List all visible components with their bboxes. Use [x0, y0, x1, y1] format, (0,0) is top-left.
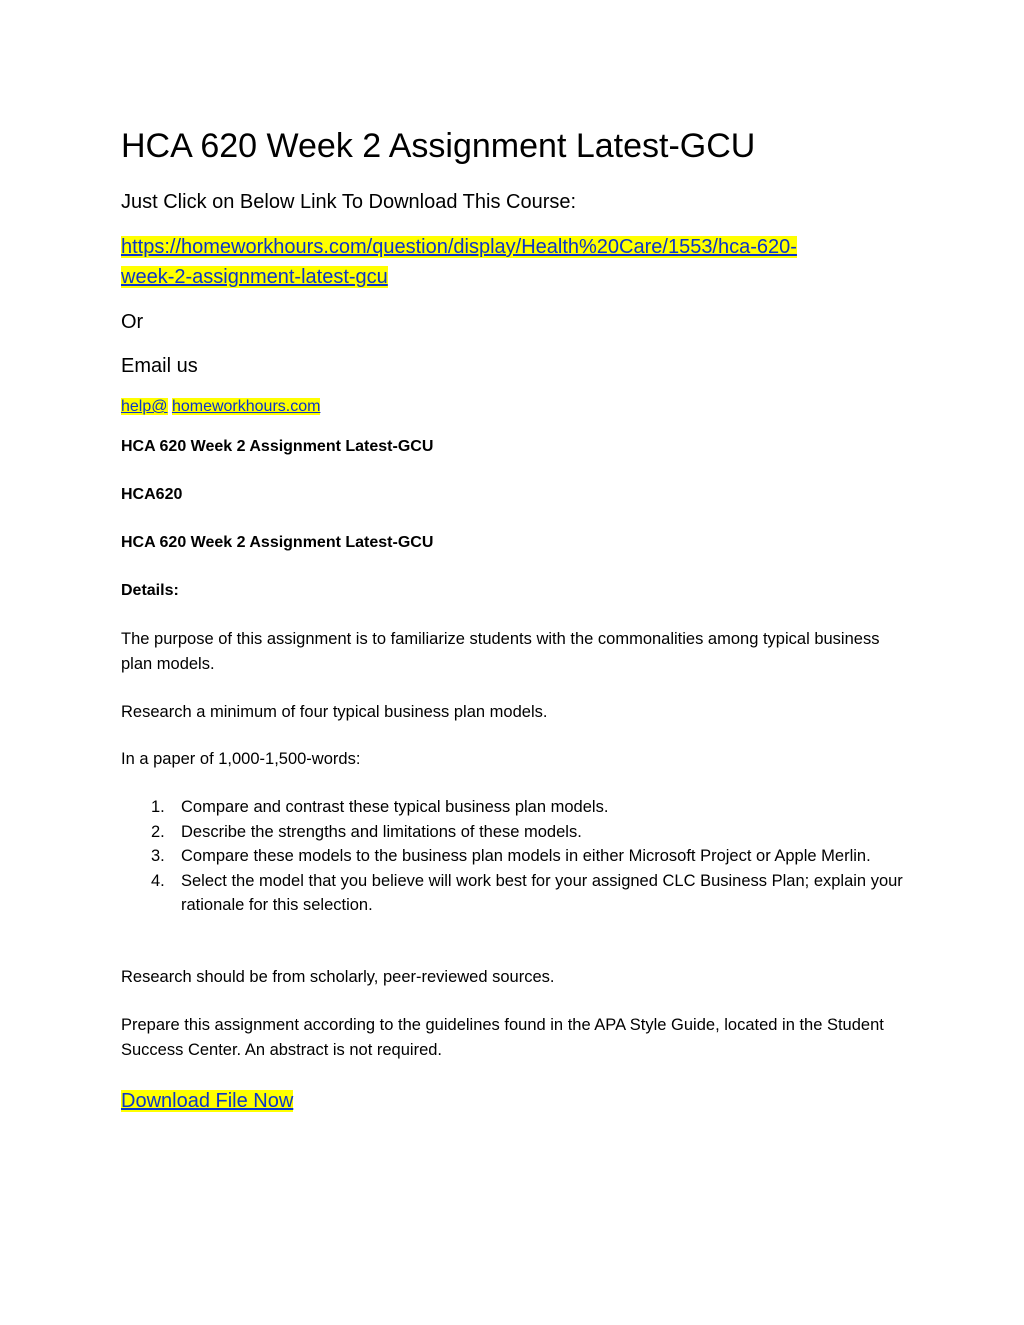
list-item	[121, 844, 911, 869]
course-link-continued[interactable]: week-2-assignment-latest-gcu	[121, 266, 388, 288]
course-code: HCA620	[121, 486, 183, 503]
email-link-part-2[interactable]: homeworkhours.com	[171, 398, 321, 415]
or-text: Or	[121, 311, 144, 333]
heading-assignment: HCA 620 Week 2 Assignment Latest-GCU	[121, 438, 434, 455]
list-item-number: 2.	[151, 822, 165, 841]
list-item-number: 1.	[151, 798, 165, 816]
list-item	[121, 820, 911, 845]
apa-note: Prepare this assignment according to the guidelines found in the APA Style Guide, located in the Student Success Center. An abstract is not required.	[121, 1016, 884, 1059]
intro-text: Just Click on Below Link To Download This Course:	[121, 191, 577, 213]
email-label: Email us	[121, 355, 198, 377]
download-link-row[interactable]	[121, 1087, 293, 1115]
page-title: HCA 620 Week 2 Assignment Latest-GCU	[121, 127, 756, 165]
list-item	[121, 869, 911, 918]
details-label: Details:	[121, 582, 179, 599]
download-file-link[interactable]: Download File Now	[121, 1090, 294, 1112]
sources-note: Research should be from scholarly, peer-reviewed sources.	[121, 968, 555, 986]
research-minimum-paragraph: Research a minimum of four typical business plan models.	[121, 703, 548, 721]
task-list	[121, 795, 911, 918]
email-link-part-1[interactable]: help@	[121, 398, 168, 415]
list-item-number: 4.	[151, 871, 165, 890]
list-item-text: Select the model that you believe will work best for your assigned CLC Business Plan; explain your rationale for this selection.	[181, 871, 903, 914]
list-item-text: Describe the strengths and limitations of these models.	[181, 822, 582, 841]
course-link[interactable]: https://homeworkhours.com/question/display/Health%20Care/1553/hca-620-	[121, 236, 797, 258]
paper-intro-paragraph: In a paper of 1,000-1,500-words:	[121, 750, 361, 768]
list-item	[121, 795, 911, 820]
course-link-line-2[interactable]	[121, 263, 388, 291]
email-address[interactable]	[121, 395, 320, 419]
heading-assignment-repeat: HCA 620 Week 2 Assignment Latest-GCU	[121, 534, 434, 551]
list-item-text: Compare and contrast these typical business plan models.	[181, 798, 609, 816]
list-item-number: 3.	[151, 847, 165, 865]
purpose-paragraph: The purpose of this assignment is to familiarize students with the commonalities among typical business plan models.	[121, 630, 880, 673]
course-link-line-1[interactable]	[121, 233, 797, 261]
list-item-text: Compare these models to the business plan models in either Microsoft Project or Apple Merlin.	[181, 847, 871, 865]
